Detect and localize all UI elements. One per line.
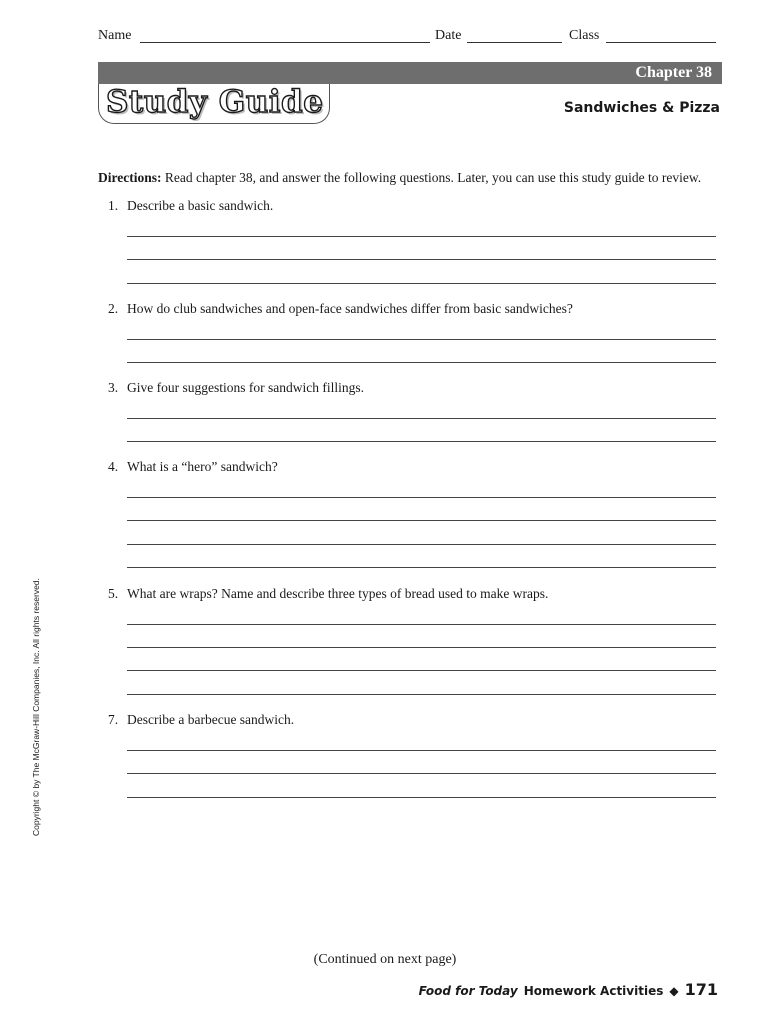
question-number: 1. [108, 198, 119, 213]
study-guide-title: Study Guide [106, 84, 324, 120]
answer-line[interactable] [127, 624, 716, 625]
answer-line[interactable] [127, 544, 716, 545]
question-text: What is a “hero” sandwich? [127, 459, 278, 474]
question-3 [108, 380, 364, 396]
question-text: Describe a barbecue sandwich. [127, 712, 295, 727]
answer-line[interactable] [127, 520, 716, 521]
answer-line[interactable] [127, 339, 716, 340]
date-field[interactable] [467, 42, 562, 43]
name-label: Name [98, 28, 132, 43]
question-number: 3. [108, 380, 119, 395]
answer-line[interactable] [127, 362, 716, 363]
question-number: 7. [108, 712, 119, 727]
page-footer [419, 980, 718, 999]
copyright-notice: Copyright © by The McGraw-Hill Companies, Inc. All rights reserved. [31, 578, 41, 836]
question-text: Describe a basic sandwich. [127, 198, 274, 213]
directions-label: Directions: [98, 170, 162, 185]
class-label: Class [569, 28, 600, 43]
answer-line[interactable] [127, 236, 716, 237]
question-text: What are wraps? Name and describe three types of bread used to make wraps. [127, 586, 549, 601]
answer-line[interactable] [127, 259, 716, 260]
answer-line[interactable] [127, 497, 716, 498]
question-number: 5. [108, 586, 119, 601]
name-field[interactable] [140, 42, 430, 43]
chapter-label: Chapter 38 [635, 64, 712, 81]
question-5 [108, 586, 548, 602]
chapter-bar [98, 62, 722, 84]
book-title: Food for Today [418, 984, 518, 998]
question-number: 2. [108, 301, 119, 316]
answer-line[interactable] [127, 797, 716, 798]
directions [98, 170, 738, 186]
series-name: Homework Activities [523, 984, 664, 998]
answer-line[interactable] [127, 670, 716, 671]
answer-line[interactable] [127, 694, 716, 695]
question-text: How do club sandwiches and open-face sandwiches differ from basic sandwiches? [127, 301, 573, 316]
answer-line[interactable] [127, 750, 716, 751]
answer-line[interactable] [127, 647, 716, 648]
chapter-subtitle: Sandwiches & Pizza [563, 100, 720, 116]
question-2 [108, 301, 573, 317]
class-field[interactable] [606, 42, 716, 43]
answer-line[interactable] [127, 773, 716, 774]
answer-line[interactable] [127, 441, 716, 442]
diamond-icon: ◆ [669, 984, 679, 998]
answer-line[interactable] [127, 567, 716, 568]
directions-text: Read chapter 38, and answer the following questions. Later, you can use this study guide to review. [164, 170, 702, 185]
answer-line[interactable] [127, 418, 716, 419]
page-number: 171 [684, 980, 718, 999]
question-text: Give four suggestions for sandwich fillings. [127, 380, 364, 395]
date-label: Date [435, 28, 462, 43]
question-number: 4. [108, 459, 119, 474]
question-1 [108, 198, 273, 214]
question-4 [108, 459, 278, 475]
answer-line[interactable] [127, 283, 716, 284]
question-7 [108, 712, 294, 728]
continued-note: (Continued on next page) [313, 952, 457, 967]
